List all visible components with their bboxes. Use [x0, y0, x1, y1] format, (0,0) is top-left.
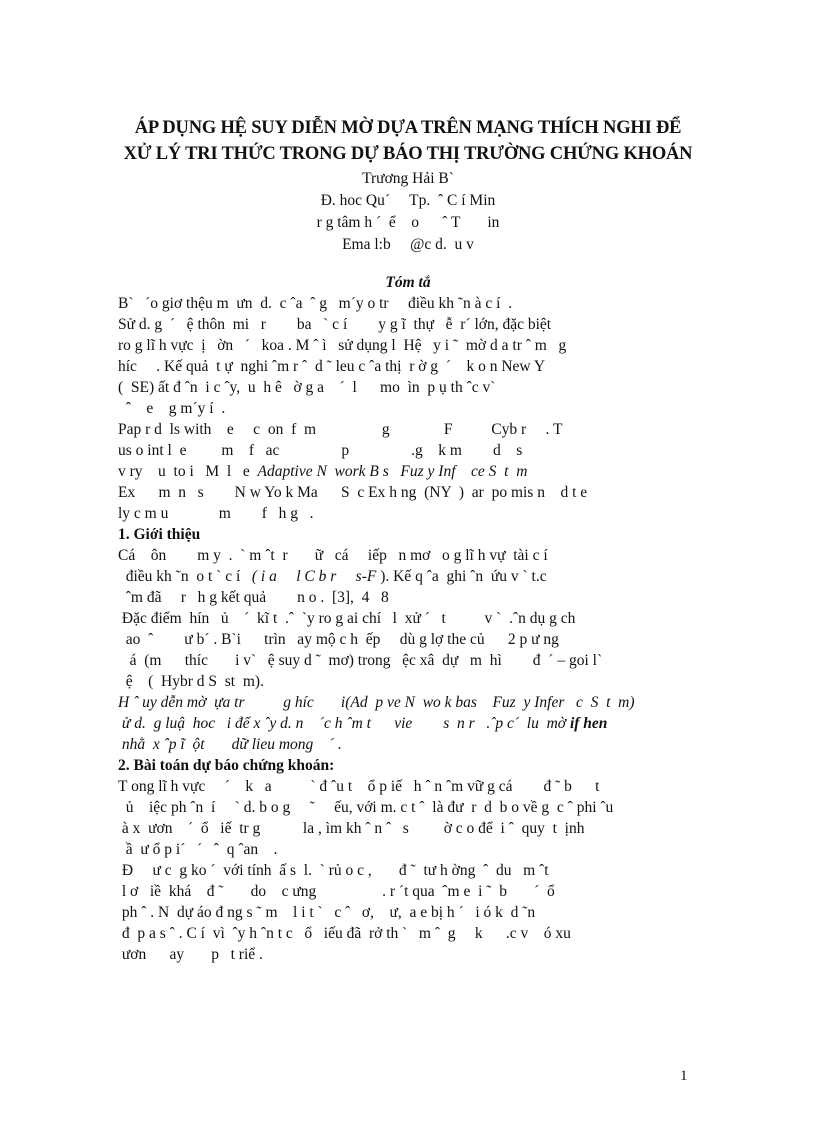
section-1-line: ˆm đã r h g kết quả n o . [3], 4 8	[118, 589, 389, 606]
abstract-line: ro g lĩ h vực ị ờn ´ koa . M ˆ ì sử dụng l Hệ y i ˜ mờ d a tr ˆ m g	[118, 337, 567, 354]
author-center: r g tâm h ´ ể o ˆ T in	[316, 214, 500, 231]
if-then-term: if hen	[569, 715, 608, 732]
author-name: Trương Hải B`	[362, 170, 454, 187]
abstract-heading: Tóm tắ	[385, 274, 431, 291]
abstract-line: B` ´o giơ thệu m ưn d. c ˆa ˆ g m´y o tr điều kh ˜n à c í .	[118, 295, 513, 312]
section-1-line: H ˆ uy dễn mờ ựa tr g híc i(Ad p ve N wo k bas Fuz y Infer c S t m)	[118, 694, 635, 711]
section-1-line: Đặc điểm hín ủ ´ kĩ t .ˆ `y ro g ai chí l xử ´ t v ` .ˆn dụ g ch	[118, 610, 576, 627]
english-line: us o int l e m f ac p .g k m d s	[118, 442, 523, 459]
section-1-line: Cá ôn m y . ` m ˆt r ữ cá iếp n mơ o g lĩ h vự tài c í	[118, 547, 548, 564]
abstract-line: híc . Kế quả t ự nghi ˆm r ˆ d ˜ leu c ˆa thị r ờ g ´ k o n New Y	[118, 358, 546, 375]
section-1-line: á (m thíc i v` ệ suy d ˜ mơ) trong ệc xâ dự m hì đ ´ – goi l`	[118, 652, 603, 669]
section-1-line: nhằ x ˆp ĩ ột dữ lieu mong ´ .	[118, 736, 342, 753]
body-text: ử d. g luậ hoc i để x ˆy d. n ´c h ˆm t vie s n r .ˆp c´ lu mờ	[118, 715, 570, 732]
english-line	[118, 461, 698, 482]
section-1-heading: 1. Giới thiệu	[118, 526, 201, 543]
section-2-line: à x ươn ´ ổ iế tr g la , ìm kh ˆ n ˆ s ờ c o để i ˆ quy t ịnh	[118, 820, 585, 837]
abstract-line: ˆ e g m´y í .	[118, 400, 226, 417]
english-line: Ex m n s N w Yo k Ma S c Ex h ng (NY ) ar po mis n d t e	[118, 484, 588, 501]
section-2-line: ươn ay p t riể .	[118, 946, 263, 963]
title-line-1: ÁP DỤNG HỆ SUY DIỄN MỜ DỰA TRÊN MẠNG THÍCH NGHI ĐỂ	[134, 118, 682, 138]
anfis-term: Adaptive N work B s Fuz y Inf ce S t m	[257, 463, 528, 480]
section-2-line: ầ ư ổ p i´ ´ ˆ q ˆan .	[118, 841, 278, 858]
english-line: ly c m u m f h g .	[118, 505, 314, 522]
abstract-line: ( SE) ất đ ˆn i c ˆy, u h ê ờ g a ´ l mo ìn p ụ th ˆc v`	[118, 379, 496, 396]
paper-title	[100, 115, 716, 167]
section-2-line: Đ ư c g ko ´ với tính ấ s l. ` rủ o c , đ ˜ tư h ờng ˆ du m ˆt	[118, 862, 549, 879]
section-2-line: l ơ iề khá đ ˜ do c ưng . r ´t qua ˆm e i ˜ b ´ ổ	[118, 883, 555, 900]
body-text: điều kh ˜n o t ` c í	[118, 568, 252, 585]
section-2-heading: 2. Bài toán dự báo chứng khoán:	[118, 757, 335, 774]
page-number: 1	[680, 1068, 688, 1084]
section-1-line	[118, 713, 698, 734]
section-2-line: ủ iệc ph ˆn í ` d. b o g ˜ ếu, với m. c t ˆ là đư r d b o về g c ˆ phi ˆu	[118, 799, 614, 816]
section-2-line: T ong lĩ h vực ´ k a ` đ ˆu t ổ p iế h ˆ n ˆm vữ g cá đ ˜ b t	[118, 778, 600, 795]
section-1-line	[118, 566, 698, 587]
section-1-line: ệ ( Hybr d S st m).	[118, 673, 264, 690]
english-text: v ry u to i M l e	[118, 463, 258, 480]
english-line: Pap r d ls with e c on f m g F Cyb r . T	[118, 421, 563, 438]
author-email: Ema l:b @c d. u v	[342, 236, 474, 253]
citation-italic: ( i a l C b r s-F	[251, 568, 377, 585]
section-2-line: đ p a s ˆ . C í vì ˆy h ˆn t c ổ iếu đã rở th ` m ˆ g k .c v ó xu	[118, 925, 571, 942]
title-line-2: XỬ LÝ TRI THỨC TRONG DỰ BÁO THỊ TRƯỜNG CHỨNG KHOÁN	[123, 144, 693, 164]
body-text: ). Kế q ˆa ghi ˆn ứu v ` t.c	[376, 568, 547, 585]
author-affiliation: Đ. hoc Qu´ Tp. ˆ C í Min	[320, 192, 496, 209]
abstract-line: Sử d. g ´ ệ thôn mi r ba ` c í y g ĩ thự ễ r´ lớn, đặc biệt	[118, 316, 552, 333]
section-1-line: ao ˆ ư b´ . B`i trìn ay mộ c h ếp dù g lợ the củ 2 p ư ng	[118, 631, 559, 648]
section-2-line: ph ˆ . N dự áo đ ng s ˜ m l i t ` c ˆ ơ, ư, a e bị h ´ i ó k d ˜n	[118, 904, 536, 921]
